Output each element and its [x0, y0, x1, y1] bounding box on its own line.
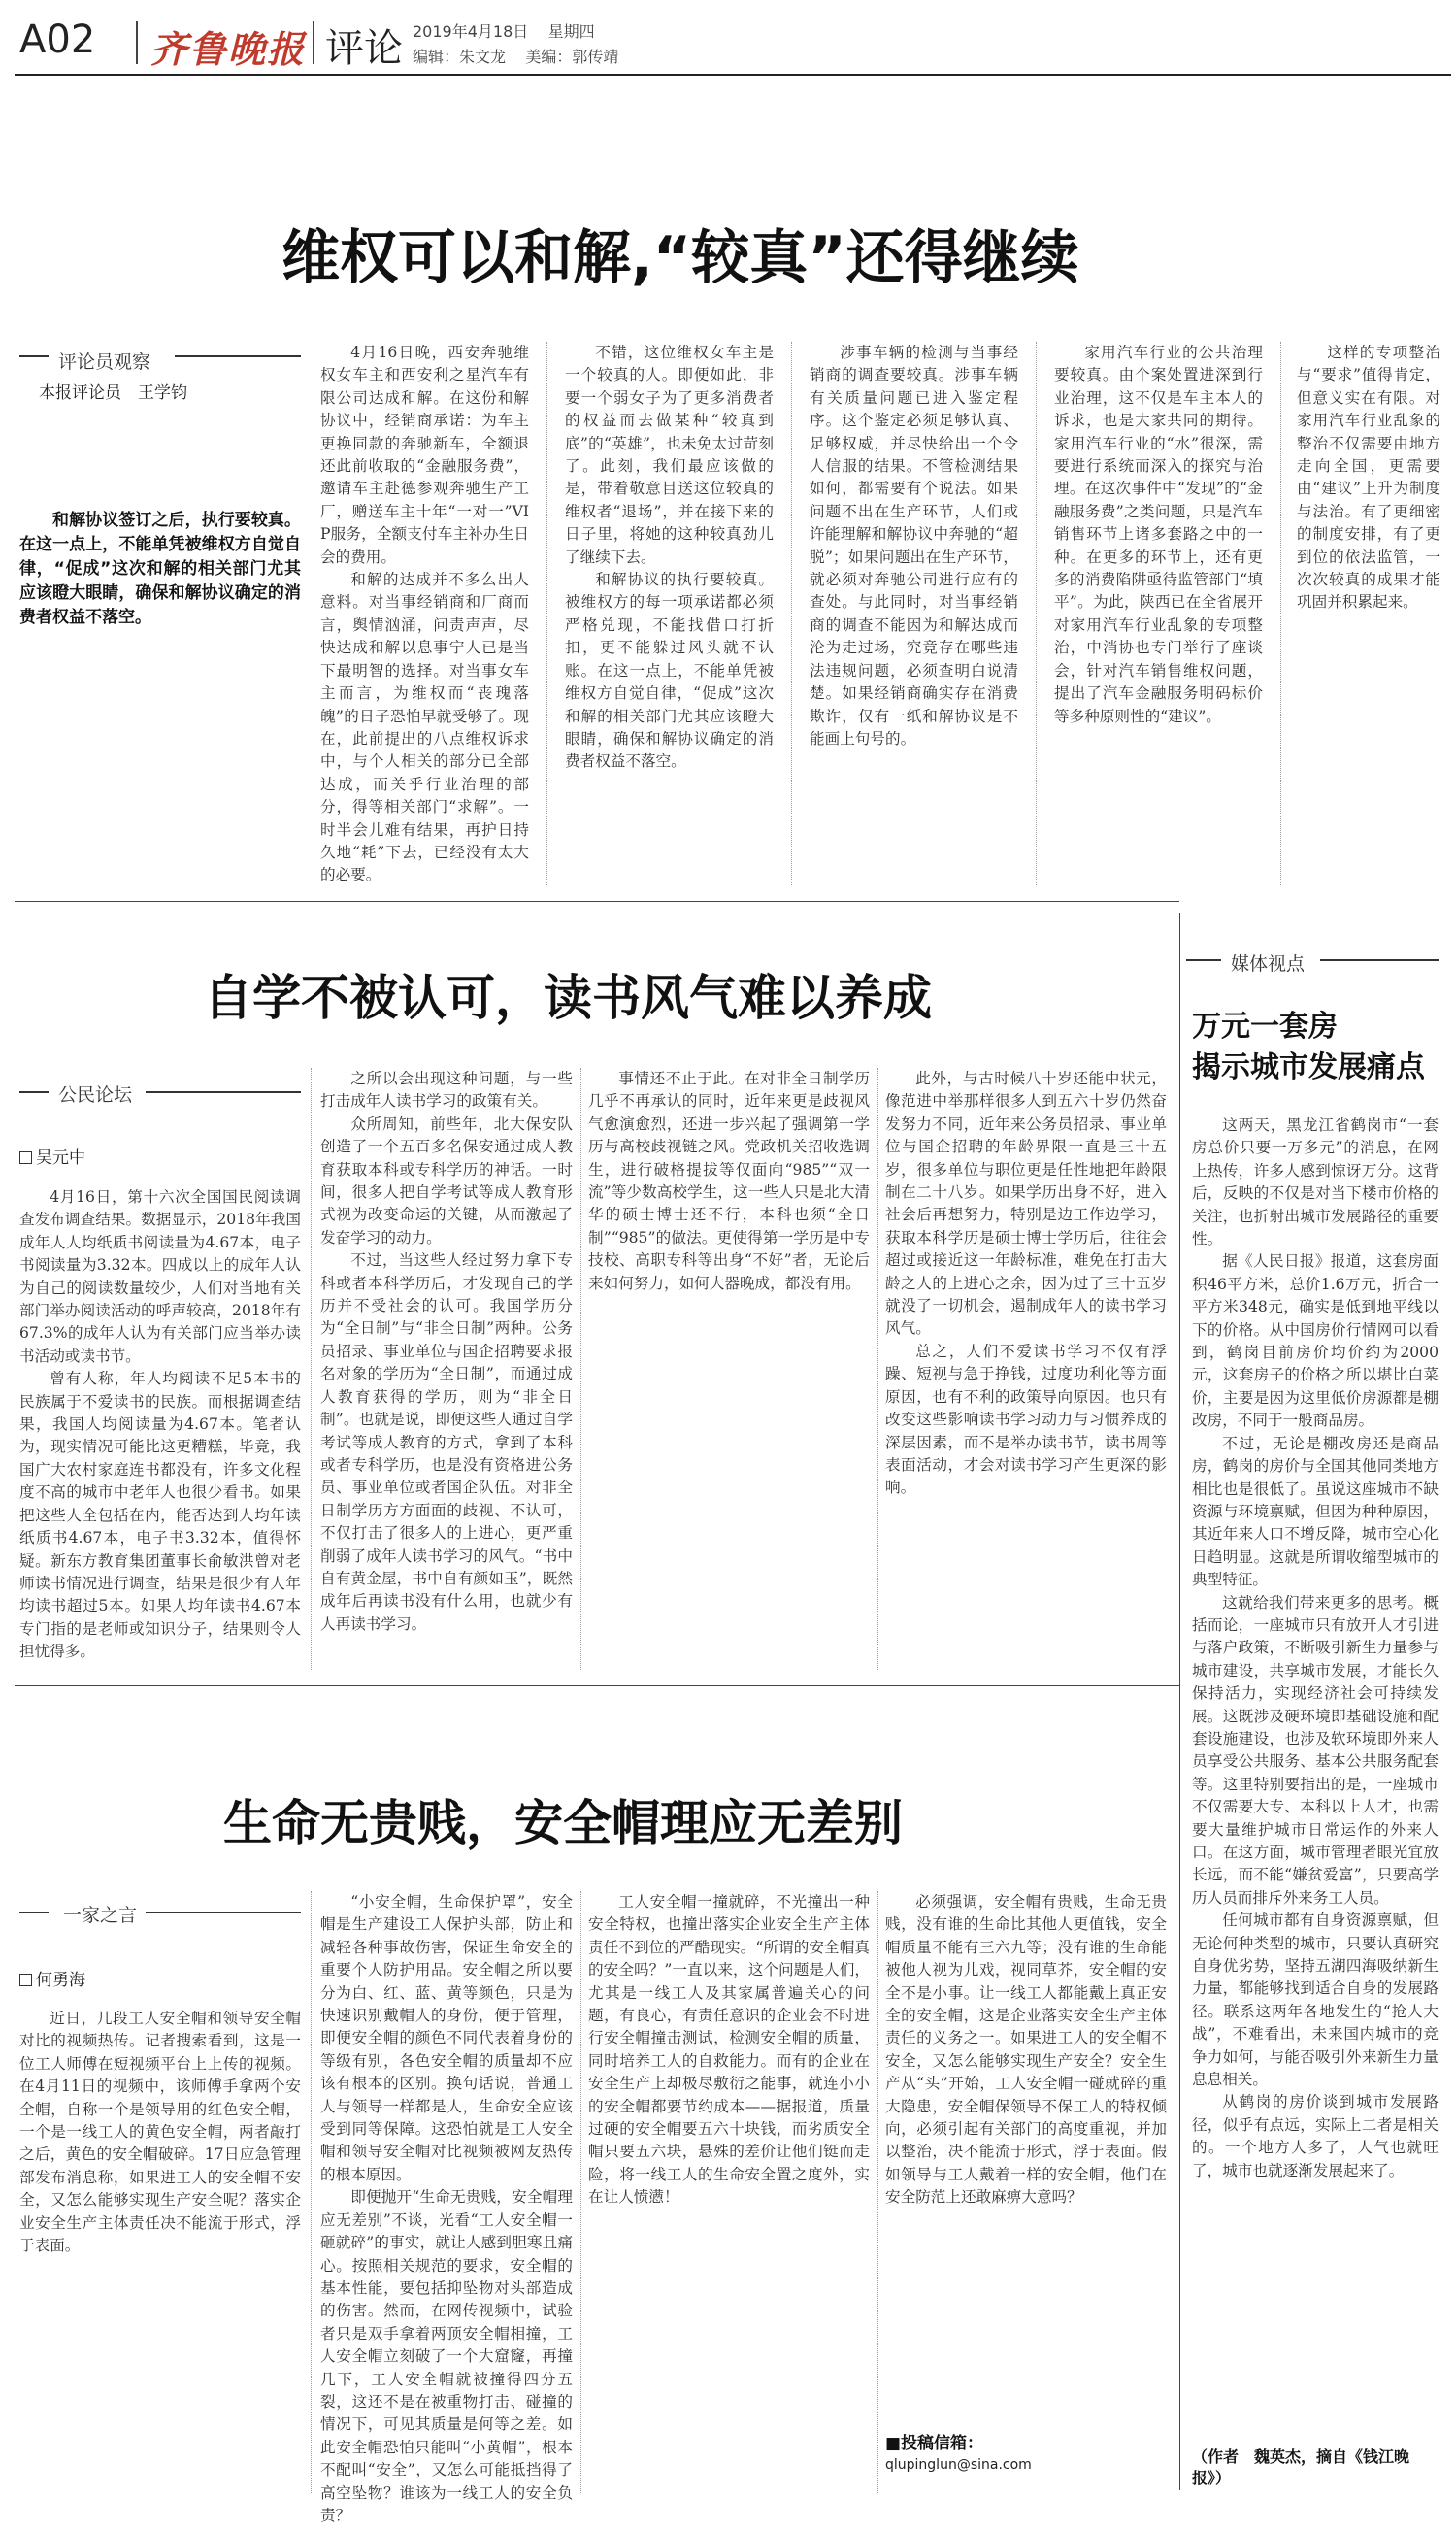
article2-para5: 不过，当这些人经过努力拿下专科或者本科学历后，才发现自己的学历并不受社会的认可。我国学历分为“全日制”与“非全日制”两种。公务员招录、事业单位与国企招聘要求报名对象的学历为“全日制”，而通过成人教育获得的学历，则为“非全日制”。也就是说，即便这些人通过自学考试等成人教育的方式，拿到了本科或者专科学历，也是没有资格进公务员、事业单位或者国企队伍。对非全日制学历方方面面的歧视、不认可，不仅打击了很多人的上进心，更严重削弱了成年人读书学习的风气。“书中自有黄金屋，书中自有颜如玉”，既然成年后再读书没有什么用，也就少有人再读书学习。 — [320, 1251, 573, 1633]
masthead — [0, 0, 1456, 78]
issue-date — [413, 19, 595, 42]
col-divider — [877, 1068, 878, 1670]
masthead-rule — [15, 74, 1451, 76]
col-divider — [580, 1891, 581, 2493]
section-name: 评论 — [325, 26, 403, 71]
article1-para6: 家用汽车行业的公共治理要较真。由个案处置进深到行业治理，这不仅是车主本人的诉求，也是大家共同的期待。家用汽车行业的“水”很深，需要进行系统而深入的探究与治理。在这次事件中“发现”的“金融服务费”之类问题，只是汽车销售环节上诸多套路之中的一种。在更多的环节上，还有更多的消费陷阱亟待监管部门“填平”。为此，陕西已在全省展开对家用汽车行业乱象的专项整治，中消协也专门举行了座谈会，针对汽车销售维权问题，提出了汽车金融服务明码标价等多种原则性的“建议”。 — [1054, 344, 1263, 725]
article4-tag-rule-2 — [1320, 959, 1439, 961]
article4-para5: 任何城市都有自身资源禀赋，但无论何种类型的城市，只要认真研究自身优劣势，坚持五湖四海吸纳新生力量，都能够找到适合自身的发展路径。联系这两年各地发生的“抢人大战”，不难看出，未来国内城市的竞争力如何，与能否吸引外来新生力量息息相关。 — [1192, 1912, 1439, 2089]
submission-email[interactable]: qlupinglun@sina.com — [885, 2457, 1032, 2473]
article3-tag-rule — [19, 1912, 49, 1913]
article1-col4 — [1054, 342, 1263, 885]
section-rule — [15, 1685, 1179, 1686]
article1-col2 — [565, 342, 774, 885]
article2-column-tag: 公民论坛 — [58, 1084, 133, 1106]
page-number: A02 — [19, 17, 96, 62]
article3-author-name: 何勇海 — [36, 1971, 85, 1990]
article2-tag-rule — [19, 1091, 49, 1093]
article2-para4: 众所周知，前些年，北大保安队创造了一个五百多名保安通过成人教育获取本科或专科学历的神话。一时间，很多人把自学考试等成人教育形式视为改变命运的关键，从而激起了发奋学习的动力。 — [320, 1114, 573, 1247]
article1-para3: 不错，这位维权女车主是一个较真的人。即便如此，非要一个弱女子为了更多消费者的权益而去做某种“较真到底”的“英雄”，也未免太过苛刻了。此刻，我们最应该做的是，带着敬意目送这位较真的维权者“退场”，并在接下来的日子里，将她的这种较真劲儿了继续下去。 — [565, 344, 774, 566]
col-divider — [1036, 342, 1037, 885]
article4-headline-line1: 万元一套房 — [1192, 1010, 1338, 1044]
article1-col1 — [320, 342, 529, 885]
masthead-divider — [136, 21, 138, 64]
article3-para1: 近日，几段工人安全帽和领导安全帽对比的视频热传。记者搜索看到，这是一位工人师傅在短视频平台上上传的视频。在4月11日的视频中，该师傅手拿两个安全帽，自称一个是领导用的红色安全帽，一个是一线工人的黄色安全帽，两者敲打之后，黄色的安全帽破碎。17日应急管理部发布消息称，如果进工人的安全帽不安全，又怎么能够实现生产安全呢？落实企业安全生产主体责任决不能流于形式，浮于表面。 — [19, 2010, 301, 2255]
article4-para6: 从鹤岗的房价谈到城市发展路径，似乎有点远，实际上二者是相关的。一个地方人多了，人气也就旺了，城市也就逐渐发展起来了。 — [1192, 2093, 1439, 2179]
article3-headline: 生命无贵贱，安全帽理应无差别 — [223, 1795, 903, 1851]
article3-author — [19, 1966, 85, 1990]
col-divider — [791, 342, 792, 885]
article3-col1 — [19, 2008, 301, 2488]
article2-col4 — [885, 1068, 1167, 1668]
square-bullet-icon — [19, 1151, 32, 1164]
article3-para3: 即便抛开“生命无贵贱，安全帽理应无差别”不谈，光看“工人安全帽一砸就碎”的事实，就让人感到胆寒且痛心。按照相关规范的要求，安全帽的基本性能，要包括抑坠物对头部造成的伤害。然而，在网传视频中，试验者只是双手拿着两顶安全帽相撞，工人安全帽立刻破了一个大窟窿，再撞几下，工人安全帽就被撞得四分五裂，这还不是在被重物打击、碰撞的情况下，可见其质量是何等之差。如此安全帽恐怕只能叫“小黄帽”，根本不配叫“安全”，又怎么可能抵挡得了高空坠物？谁该为一线工人的安全负责？ — [320, 2188, 573, 2524]
section-rule — [15, 901, 1179, 902]
article1-para1: 4月16日晚，西安奔驰维权女车主和西安利之星汽车有限公司达成和解。在这份和解协议中，经销商承诺：为车主更换同款的奔驰新车，全额退还此前收取的“金融服务费”，邀请车主赴德参观奔驰生产工厂，赠送车主十年“一对一”VIP服务，全额支付车主补办生日会的费用。 — [320, 344, 529, 566]
article3-para4: 工人安全帽一撞就碎，不光撞出一种安全特权，也撞出落实企业安全生产主体责任不到位的严酷现实。“所谓的安全帽真的安全吗？”一直以来，这个问题是人们，尤其是一线工人及其家属普遍关心的问题，有良心，有责任意识的企业会不时进行安全帽撞击测试，检测安全帽的质量，同时培养工人的自救能力。而有的企业在安全生产上却极尽敷衍之能事，就连小小的安全帽都要节约成本——据报道，质量过硬的安全帽要五六十块钱，而劣质安全帽只要五六块，悬殊的差价让他们铤而走险，将一线工人的生命安全置之度外，实在让人愤懑！ — [588, 1893, 870, 2207]
col-divider — [546, 342, 547, 885]
article1-headline: 维权可以和解,“较真”还得继续 — [281, 224, 1079, 292]
col-divider — [311, 1068, 312, 1670]
weekday-text: 星期四 — [547, 22, 595, 41]
article2-col2 — [320, 1068, 573, 1668]
article3-col3 — [588, 1891, 870, 2493]
article3-tag-rule-2 — [146, 1912, 301, 1913]
article4-body — [1192, 1114, 1439, 2444]
article4-tag-rule — [1186, 959, 1221, 961]
editor-credits — [413, 45, 618, 67]
sidebar-divider — [1179, 913, 1180, 2490]
article2-para3: 之所以会出现这种问题，与一些打击成年人读书学习的政策有关。 — [320, 1070, 573, 1111]
article3-col2 — [320, 1891, 573, 2524]
article3-column-tag: 一家之言 — [63, 1905, 138, 1926]
article1-column-tag: 评论员观察 — [58, 351, 151, 373]
editor-text: 编辑：朱文龙 — [413, 48, 507, 66]
designer-text: 美编：郭传靖 — [525, 48, 619, 66]
article4-para2: 据《人民日报》报道，这套房面积46平方米，总价1.6万元，折合一平方米348元，确实是低到地平线以下的价格。从中国房价行情网可以看到，鹤岗目前房价均价约为2000元，这套房子的价格之所以堪比白菜价，主要是因为这里低价房源都是棚改房，不同于一般商品房。 — [1192, 1252, 1439, 1430]
square-bullet-icon — [19, 1974, 32, 1986]
submission-label: ■投稿信箱： — [885, 2434, 984, 2453]
article3-col4 — [885, 1891, 1167, 2415]
paper-logo: 齐鲁晚报 — [150, 27, 307, 71]
col-divider — [877, 1891, 878, 2493]
article2-para7: 此外，与古时候八十岁还能中状元，像范进中举那样很多人到五六十岁仍然奋发努力不同，近年来公务员招录、事业单位与国企招聘的年龄界限一直是三十五岁，很多单位与职位更是任性地把年龄限制在二十八岁。如果学历出身不好，进入社会后再想努力，特别是边工作边学习，获取本科学历是硕士博士学历后，往往会超过或接近这一年龄标准，难免在打击大龄之人的上进心之余，因为过了三十五岁就没了一切机会，遏制成年人的读书学习风气。 — [885, 1070, 1167, 1338]
article1-tag-rule-2 — [175, 355, 301, 357]
date-text: 2019年4月18日 — [413, 22, 529, 41]
article4-para1: 这两天，黑龙江省鹤岗市“一套房总价只要一万多元”的消息，在网上热传，许多人感到惊讶万分。这背后，反映的不仅是对当下楼市价格的关注，也折射出城市发展路径的重要性。 — [1192, 1116, 1439, 1248]
article4-credit: （作者 魏英杰，摘自《钱江晚报》） — [1192, 2447, 1410, 2487]
article1-para2: 和解的达成并不多么出人意料。对当事经销商和厂商而言，舆情汹涌，问责声声，尽快达成和解以息事宁人已是当下最明智的选择。对当事女车主而言，为维权而“丧瑰落魄”的日子恐怕早就受够了。现在，此前提出的八点维权诉求中，与个人相关的部分已全部达成，而关乎行业治理的部分，得等相关部门“求解”。一时半会儿难有结果，再护日持久地“耗”下去，已经没有太大的必要。 — [320, 571, 529, 884]
article1-para4: 和解协议的执行要较真。被维权方的每一项承诺都必须严格兑现，不能找借口打折扣，更不能躲过风头就不认账。在这一点上，不能单凭被维权方自觉自律，“促成”这次和解的相关部门尤其应该瞪大眼睛，确保和解协议确定的消费者权益不落空。 — [565, 571, 774, 771]
article1-summary-text: 和解协议签订之后，执行要较真。在这一点上，不能单凭被维权方自觉自律，“促成”这次和解的相关部门尤其应该瞪大眼睛，确保和解协议确定的消费者权益不落空。 — [19, 511, 301, 627]
article2-para8: 总之，人们不爱读书学习不仅有浮躁、短视与急于挣钱，过度功利化等方面原因，也有不利的政策导向原因。也只有改变这些影响读书学习动力与习惯养成的深层因素，而不是举办读书节，读书周等表面活动，才会对读书学习产生更深的影响。 — [885, 1342, 1167, 1497]
article2-author-name: 吴元中 — [36, 1148, 85, 1168]
article1-para5: 涉事车辆的检测与当事经销商的调查要较真。涉事车辆有关质量问题已进入鉴定程序。这个鉴定必须足够认真、足够权威，并尽快给出一个令人信服的结果。不管检测结果如何，都需要有个说法。如果问题不出在生产环节，人们或许能理解和解协议中奔驰的“超脱”；如果问题出在生产环节，就必须对奔驰公司进行应有的查处。与此同时，对当事经销商的调查不能因为和解达成而沦为走过场，究竟存在哪些违法违规问题，必须查明白说清楚。如果经销商确实存在消费欺诈，仅有一纸和解协议是不能画上句号的。 — [810, 344, 1018, 748]
article2-headline: 自学不被认可，读书风气难以养成 — [204, 970, 932, 1026]
article2-para1: 4月16日，第十六次全国国民阅读调查发布调查结果。数据显示，2018年我国成年人人均纸质书阅读量为4.67本，电子书阅读量为3.32本。四成以上的成年人认为自己的阅读数量较少，人们对当地有关部门举办阅读活动的呼声较高，2018年有67.3%的成年人认为有关部门应当举办读书活动或读书节。 — [19, 1188, 301, 1365]
article2-para2: 曾有人称，年人均阅读不足5本书的民族属于不爱读书的民族。而根据调查结果，我国人均阅读量为4.67本。笔者认为，现实情况可能比这更糟糕，毕竟，我国广大农村家庭连书都没有，许多文化程度不高的城市中老年人也很少看书。如果把这些人全包括在内，能否达到人均年读纸质书4.67本，电子书3.32本，值得怀疑。新东方教育集团董事长俞敏洪曾对老师读书情况进行调查，结果是很少有人年均读书超过5本。如果人均年读书4.67本专门指的是老师或知识分子，结果则令人担忧得多。 — [19, 1370, 301, 1661]
article1-summary — [19, 509, 301, 630]
article4-headline-line2: 揭示城市发展痛点 — [1192, 1050, 1425, 1084]
article3-para2: “小安全帽，生命保护罩”，安全帽是生产建设工人保护头部，防止和减轻各种事故伤害，保证生命安全的重要个人防护用品。安全帽之所以要分为白、红、蓝、黄等颜色，只是为快速识别戴帽人的身份，便于管理，即便安全帽的颜色不同代表着身份的等级有别，各色安全帽的质量却不应该有根本的区别。换句话说，普通工人与领导一样都是人，生命安全应该受到同等保障。这恐怕就是工人安全帽和领导安全帽对比视频被网友热传的根本原因。 — [320, 1893, 573, 2183]
col-divider — [580, 1068, 581, 1670]
article2-tag-rule-2 — [146, 1091, 301, 1093]
article1-tag-rule — [19, 355, 49, 357]
article1-para7: 这样的专项整治与“要求”值得肯定，但意义实在有限。对家用汽车行业乱象的整治不仅需要由地方走向全国，更需要由“建议”上升为制度与法治。有了更细密的制度安排，有了更到位的依法监管，一次次较真的成果才能巩固并积累起来。 — [1297, 344, 1440, 612]
article4-column-tag: 媒体视点 — [1231, 953, 1306, 975]
article4-para3: 不过，无论是棚改房还是商品房，鹤岗的房价与全国其他同类地方相比也是很低了。虽说这座城市不缺资源与环境禀赋，但因为种种原因，其近年来人口不增反降，城市空心化日趋明显。这就是所谓收缩型城市的典型特征。 — [1192, 1434, 1439, 1589]
article1-col6 — [1297, 342, 1440, 885]
article2-para6: 事情还不止于此。在对非全日制学历几乎不再承认的同时，近年来更是歧视风气愈演愈烈，还进一步兴起了强调第一学历与高校歧视链之风。党政机关招收选调生，进行破格提拔等仅面向“985”“双一流”等少数高校学生，这一些人只是北大清华的硕士博士还不行，本科也须“全日制”“985”的做法。更使得第一学历是中专技校、高职专科等出身“不好”者，无论后来如何努力，如何大器晚成，都没有用。 — [588, 1070, 870, 1292]
article4-para4: 这就给我们带来更多的思考。概括而论，一座城市只有放开人才引进与落户政策，不断吸引新生力量参与城市建设，共享城市发展，才能长久保持活力，实现经济社会可持续发展。这既涉及硬环境即基础设施和配套设施建设，也涉及软环境即外来人员享受公共服务、基本公共服务配套等。这里特别要指出的是，一座城市不仅需要大专、本科以上人才，也需要大量维护城市日常运作的外来人口。在这方面，城市管理者眼光宜放长远，而不能“嫌贫爱富”，只要高学历人员而排斥外来务工人员。 — [1192, 1593, 1439, 1907]
article2-col3 — [588, 1068, 870, 1668]
masthead-divider-2 — [313, 21, 314, 64]
article2-col1 — [19, 1186, 301, 1667]
article3-para5: 必须强调，安全帽有贵贱，生命无贵贱，没有谁的生命比其他人更值钱，安全帽质量不能有三六九等；没有谁的生命能被他人视为儿戏，视同草芥，安全帽的安全不是小事。让一线工人都能戴上真正安全的安全帽，这是企业落实安全生产主体责任的义务之一。如果进工人的安全帽不安全，又怎么能够实现生产安全？安全生产从“头”开始，工人安全帽一碰就碎的重大隐患，安全帽保领导不保工人的特权倾向，必须引起有关部门的高度重视，并加以整治，决不能流于形式，浮于表面。假如领导与工人戴着一样的安全帽，他们在安全防范上还敢麻痹大意吗？ — [885, 1893, 1167, 2207]
col-divider — [311, 1891, 312, 2493]
col-divider — [1280, 342, 1281, 885]
article1-col3 — [810, 342, 1018, 885]
submission-box — [885, 2429, 1167, 2473]
article2-author — [19, 1144, 85, 1168]
article1-author: 本报评论员 王学钧 — [39, 383, 187, 403]
